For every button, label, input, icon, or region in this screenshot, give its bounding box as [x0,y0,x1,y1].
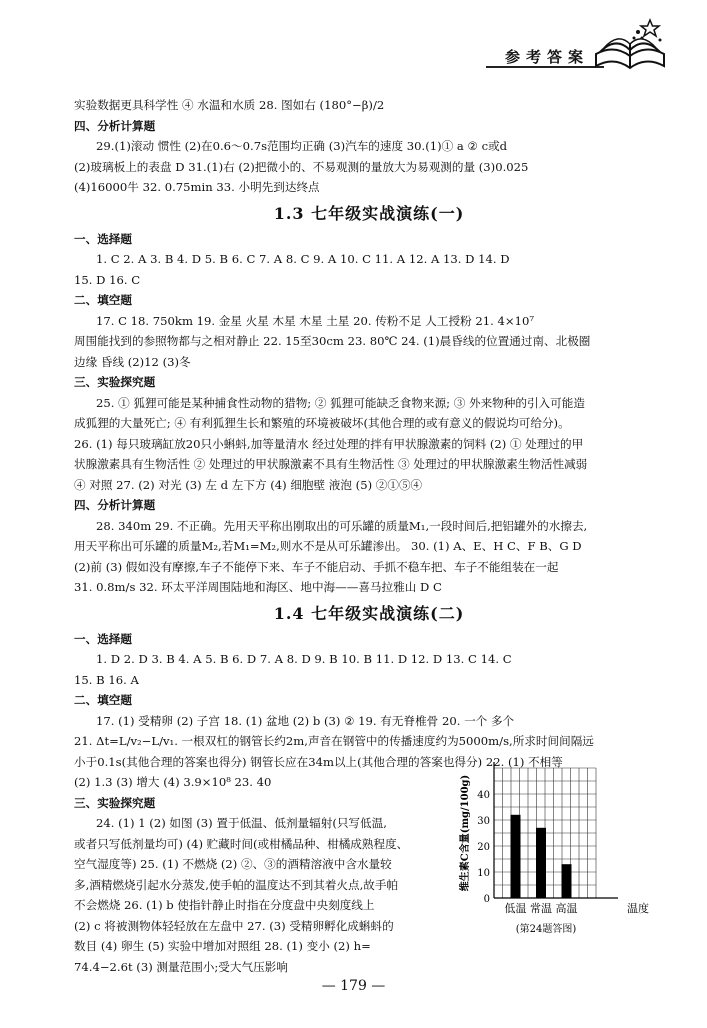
text-line: 成狐狸的大量死亡; ④ 有利狐狸生长和繁殖的环境被破坏(其他合理的或有意义的假说均可给分)。 [74,416,570,430]
x-tick-label: 低温 [504,902,527,915]
text-line: 15. D 16. C [74,272,141,287]
text-line: 或者只写低剂量均可) (4) 贮藏时间(或柑橘品种、柑橘成熟程度、 [74,836,409,851]
page-header [0,0,707,80]
chapter-title: 1.4 七年级实战演练(二) [273,603,465,623]
bar-2 [562,864,572,898]
text-line: 29.(1)滚动 惯性 (2)在0.6～0.7s范围均正确 (3)汽车的速度 30.(1)① a ② c或d [96,139,508,153]
text-line: 数目 (4) 卵生 (5) 实验中增加对照组 28. (1) 变小 (2) h= [74,939,371,953]
header-rule [486,66,604,68]
x-axis-label: 温度 [627,902,649,915]
text-line: 用天平称出可乐罐的质量M₂,若M₁=M₂,则水不是从可乐罐渗出。 30. (1) A、E、H C、F B、G D [74,539,582,553]
section-heading: 一、选择题 [74,631,132,646]
y-tick-label: 10 [477,868,490,879]
x-tick-label: 高温 [555,902,578,915]
text-line: 多,酒精燃烧引起水分蒸发,使手帕的温度达不到其着火点,故手帕 [74,877,399,892]
text-line: (2)玻璃板上的表盘 D 31.(1)右 (2)把微小的、不易观测的量放大为易观测的量 (3)0.025 [74,159,529,174]
y-tick-label: 20 [477,842,490,853]
text-line: 15. B 16. A [74,672,139,687]
text-line: ④ 对照 27. (2) 对光 (3) 左 d 左下方 (4) 细胞壁 液泡 (5) ②①⑤④ [74,477,423,492]
text-line: 17. (1) 受精卵 (2) 子宫 18. (1) 盆地 (2) b (3) ② 19. 有无脊椎骨 20. 一个 多个 [96,713,515,728]
section-heading: 三、实验探究题 [74,375,156,389]
x-tick-label: 常温 [530,902,552,915]
section-heading: 二、填空题 [74,693,132,707]
header-title: 参考答案 [505,48,590,66]
text-line: (2) c 将被测物体轻轻放在左盘中 27. (3) 受精卵孵化成蝌蚪的 [74,918,394,933]
chart-caption: (第24题答图) [515,924,577,935]
chapter-title: 1.3 七年级实战演练(一) [273,203,465,223]
text-line: 31. 0.8m/s 32. 环太平洋周围陆地和海区、地中海——喜马拉雅山 D C [74,580,442,594]
text-line: 1. C 2. A 3. B 4. D 5. B 6. C 7. A 8. C 9. A 10. C 11. A 12. A 13. D 14. D [96,252,510,266]
text-line: 小于0.1s(其他合理的答案也得分) 钢管长应在34m以上(其他合理的答案也得分) 22. (1) 不相等 [74,754,563,769]
text-line: 21. Δt=L/v₂−L/v₁. 一根双杠的钢管长约2m,声音在钢管中的传播速度约为5000m/s,所求时间间隔远 [74,734,594,748]
section-heading: 三、实验探究题 [74,795,156,810]
text-line: 空气湿度等) 25. (1) 不燃烧 (2) ②、③的酒精溶液中含水量较 [74,857,392,871]
text-line: 周围能找到的参照物都与之相对静止 22. 15至30cm 23. 80℃ 24. (1)晨昏线的位置通过南、北极圈 [74,334,591,348]
section-heading: 一、选择题 [74,231,132,246]
y-tick-label: 40 [477,790,490,801]
text-line: 25. ① 狐狸可能是某种捕食性动物的猎物; ② 狐狸可能缺乏食物来源; ③ 外来物种的引入可能造 [96,395,585,410]
section-heading: 四、分析计算题 [74,118,156,133]
text-line: 实验数据更具科学性 ④ 水温和水质 28. 图如右 (180°−β)/2 [74,98,385,112]
text-line: (2) 1.3 (3) 增大 (4) 3.9×10⁸ 23. 40 [74,775,272,789]
text-line: 28. 340m 29. 不正确。先用天平称出刚取出的可乐罐的质量M₁,一段时间后,把铝罐外的水擦去, [96,518,588,533]
text-line: (4)16000牛 32. 0.75min 33. 小明先到达终点 [74,180,320,194]
y-tick-label: 30 [477,816,490,827]
text-line: 26. (1) 每只玻璃缸放20只小蝌蚪,加等量清水 经过处理的拌有甲状腺激素的饲料 (2) ① 处理过的甲 [74,436,584,451]
text-line: 状腺激素具有生物活性 ② 处理过的甲状腺激素不具有生物活性 ③ 处理过的甲状腺激素生物活性减弱 [74,457,588,471]
open-book-icon [590,14,670,74]
q24-text-block [74,813,446,977]
section-heading: 二、填空题 [74,293,132,307]
y-axis-label: 维生素C含量(mg/100g) [460,774,471,892]
y-tick-label: 0 [483,894,490,905]
bar-0 [511,815,521,898]
vitamin-c-bar-chart [458,760,668,940]
page-number: — 179 — [321,978,386,994]
text-line: 1. D 2. D 3. B 4. A 5. B 6. D 7. A 8. D 9. B 10. B 11. D 12. D 13. C 14. C [96,652,512,666]
text-line: 17. C 18. 750km 19. 金星 火星 木星 木星 土星 20. 传粉不足 人工授粉 21. 4×10⁷ [96,313,534,328]
text-line: 不会燃烧 26. (1) b 使指针静止时指在分度盘中央刻度线上 [74,898,375,912]
text-line: 74.4−2.6t (3) 测量范围小;受大气压影响 [74,959,288,974]
section-heading: 四、分析计算题 [74,498,156,512]
text-line: 24. (1) 1 (2) 如图 (3) 置于低温、低剂量辐射(只写低温, [96,816,387,830]
bar-1 [536,828,546,898]
text-line: 边缘 昏线 (2)12 (3)冬 [74,354,191,369]
text-line: (2)前 (3) 假如没有摩擦,车子不能停下来、车子不能启动、手抓不稳车把、车子不能组装在一起 [74,559,559,574]
